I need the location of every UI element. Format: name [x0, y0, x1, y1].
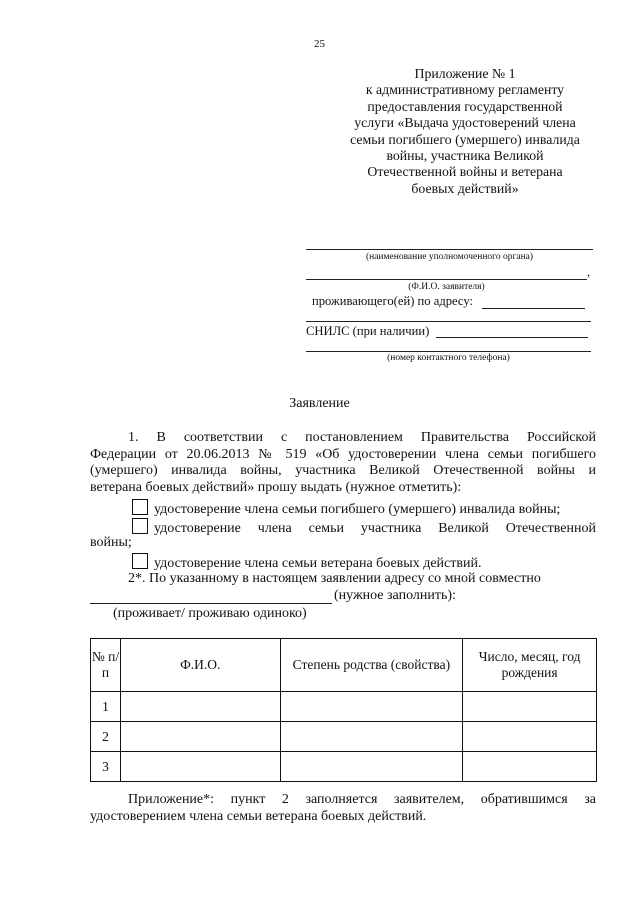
paragraph2-line3: (проживает/ проживаю одиноко): [113, 606, 307, 621]
cell-birth-date[interactable]: [463, 722, 597, 752]
cell-birth-date[interactable]: [463, 752, 597, 782]
header-birth-date: Число, месяц, год рождения: [463, 639, 597, 692]
appendix-line: боевых действий»: [411, 180, 519, 196]
paragraph1-line: 1. В соответствии с постановлением Правительства Российской: [128, 430, 596, 445]
appendix-line: войны, участника Великой: [386, 148, 544, 164]
address-field[interactable]: [482, 308, 585, 309]
snils-field[interactable]: [436, 337, 588, 338]
cell-fio[interactable]: [120, 692, 280, 722]
option-label: удостоверение члена семьи ветерана боевых действий.: [154, 556, 482, 571]
paragraph1-line: (умершего) инвалида войны, участника Великой Отечественной войны и: [90, 463, 596, 478]
table-header-row: [91, 639, 597, 692]
page-number: 25: [314, 38, 325, 50]
cell-fio[interactable]: [120, 752, 280, 782]
cell-relation[interactable]: [280, 692, 463, 722]
appendix-line: семьи погибшего (умершего) инвалида: [350, 131, 580, 147]
cohabitants-field[interactable]: [90, 603, 332, 604]
authority-name-field[interactable]: [306, 249, 593, 250]
paragraph1-line: Федерации от 20.06.2013 № 519 «Об удостоверении члена семьи погибшего: [90, 447, 596, 462]
option-wwii-participant[interactable]: [132, 518, 596, 537]
fio-comma: ,: [587, 265, 591, 279]
phone-field[interactable]: [306, 351, 591, 352]
note-line1: Приложение*: пункт 2 заполняется заявителем, обратившимся за: [128, 792, 596, 807]
checkbox-combat-veteran[interactable]: [132, 553, 148, 569]
option-label-continuation: войны;: [90, 535, 132, 550]
appendix-line: услуги «Выдача удостоверений члена: [354, 115, 576, 131]
address-field-line2[interactable]: [306, 321, 591, 322]
option-deceased-invalid[interactable]: [132, 499, 560, 518]
cell-relation[interactable]: [280, 752, 463, 782]
paragraph2-line1: 2*. По указанному в настоящем заявлении адресу со мной совместно: [128, 571, 541, 586]
note-line2: удостоверением члена семьи ветерана боевых действий.: [90, 809, 427, 824]
appendix-line: Отечественной войны и ветерана: [367, 164, 563, 180]
option-label: удостоверение члена семьи участника Великой Отечественной: [154, 521, 596, 536]
table-row: [91, 752, 597, 782]
paragraph1-line: ветерана боевых действий» прошу выдать (нужное отметить):: [90, 480, 462, 495]
phone-caption: (номер контактного телефона): [387, 353, 510, 363]
row-number: 3: [91, 752, 121, 782]
applicant-fio-field[interactable]: [306, 279, 587, 280]
cell-relation[interactable]: [280, 722, 463, 752]
checkbox-deceased-invalid[interactable]: [132, 499, 148, 515]
fio-caption: (Ф.И.О. заявителя): [408, 282, 485, 292]
authority-caption: (наименование уполномоченного органа): [365, 252, 534, 262]
appendix-line: Приложение № 1: [414, 66, 516, 81]
appendix-line: к административному регламенту: [365, 82, 565, 98]
appendix-line: предоставления государственной: [367, 98, 563, 114]
checkbox-wwii-participant[interactable]: [132, 518, 148, 534]
cell-birth-date[interactable]: [463, 692, 597, 722]
family-members-table: [90, 638, 597, 782]
table-row: [91, 692, 597, 722]
paragraph2-fill-hint: (нужное заполнить):: [334, 588, 456, 603]
row-number: 1: [91, 692, 121, 722]
row-number: 2: [91, 722, 121, 752]
snils-label: СНИЛС (при наличии): [306, 324, 430, 338]
option-label: удостоверение члена семьи погибшего (умершего) инвалида войны;: [154, 502, 561, 517]
cell-fio[interactable]: [120, 722, 280, 752]
appendix-heading: [330, 66, 600, 197]
document-title: Заявление: [289, 396, 350, 411]
table-row: [91, 722, 597, 752]
address-label: проживающего(ей) по адресу:: [312, 294, 473, 308]
header-fio: Ф.И.О.: [120, 639, 280, 692]
header-relation: Степень родства (свойства): [280, 639, 463, 692]
header-number: № п/п: [91, 639, 121, 692]
option-combat-veteran[interactable]: [132, 553, 481, 572]
